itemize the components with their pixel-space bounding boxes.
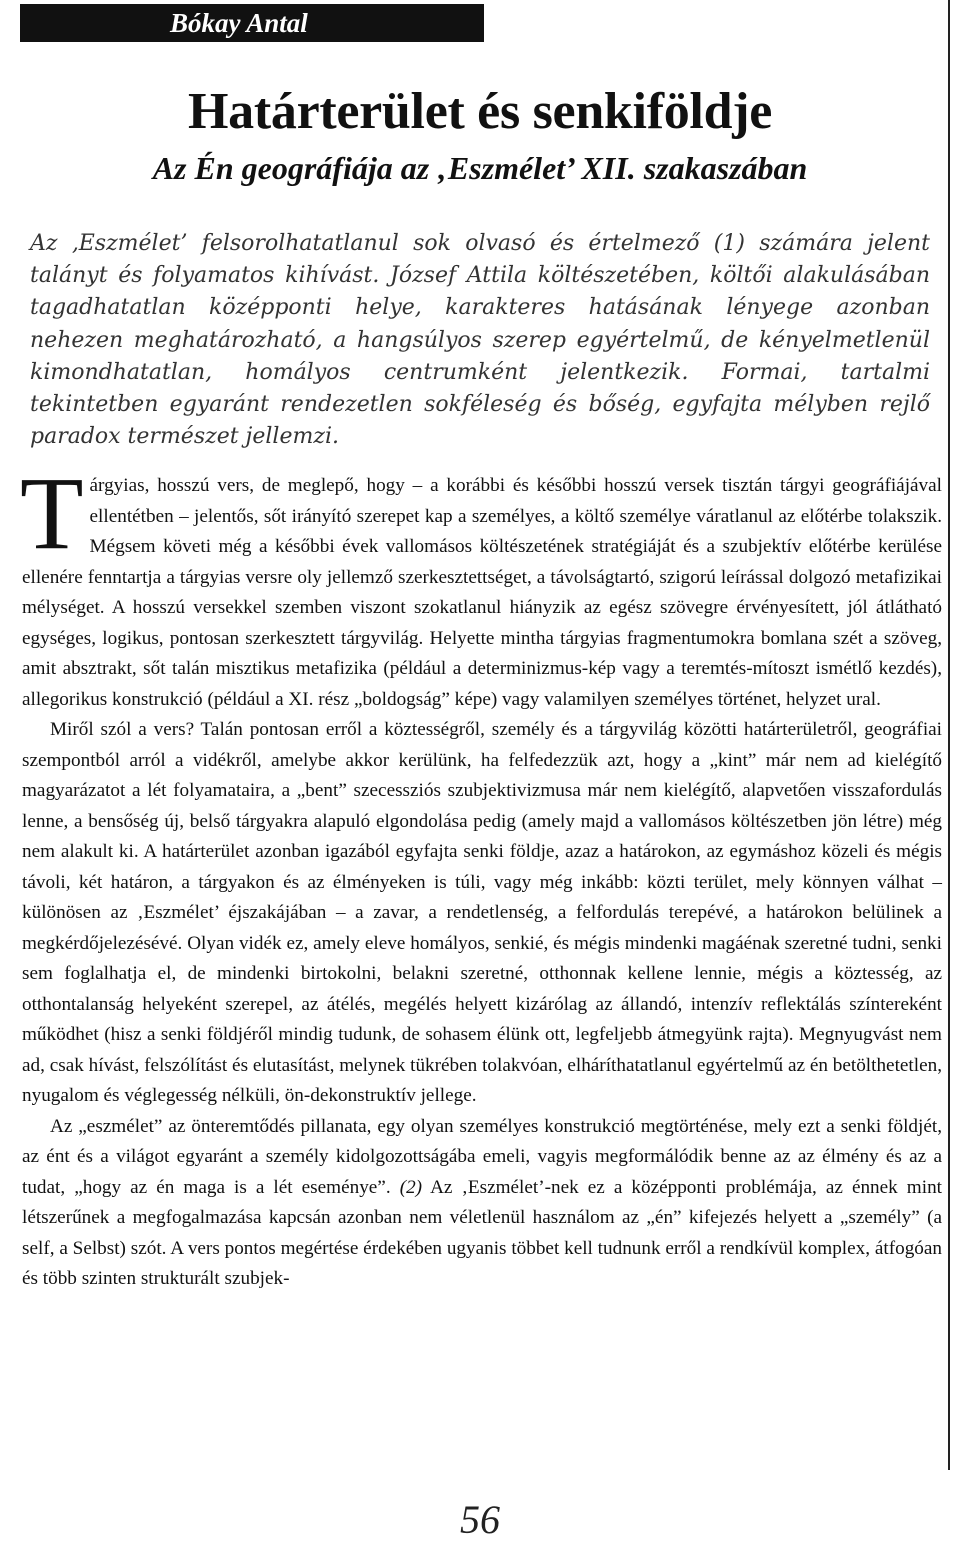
paragraph-3-text-a: Az „eszmélet” az önteremtődés pillanata, egy olyan személyes konstrukció megtörténése, mely ezt a senki földjét, az ént és a világot egyaránt a személy kidolgozottságába emeli, vagyis megformálódik benne az az élmény és az a tudat, „hogy az én maga is a lét eseménye”.	[22, 1115, 942, 1198]
article-title: Határterület és senkiföldje	[188, 83, 772, 140]
paragraph-3-text-b: Az ‚Eszmélet’-nek ez a középponti problémája, az énnek mint létszerűnek a megfogalmazása kapcsán azonban nem véletlenül használom az „én” kifejezés helyett a „személy” (a self, a Selbst) szót. A vers pontos megértése érdekében ugyanis többet kell tudnunk erről a rendkívül komplex, átfogóan és több szinten strukturált szubjek-	[22, 1176, 942, 1289]
footnote-reference[interactable]: (2)	[399, 1176, 423, 1198]
body-paragraph-1	[20, 456, 942, 715]
body-paragraph-3	[22, 1112, 942, 1295]
article-abstract: Az ‚Eszmélet’ felsorolhatatlanul sok olvasó és értelmező (1) számára jelent talányt és folyamatos kihívást. József Attila költészetében, költői alakulásában tagadhatatlan középponti helye, karakteres hatásának lényege azonban nehezen meghatározható, a hangsúlyos szerep egyértelmű, de kényelmetlenül kimondhatatlan, homályos centrumként jelentkezik. Formai, tartalmi tekintetben egyaránt rendezetlen sokféleség és bőség, egyfajta mélyben rejlő paradox természet jellemzi.	[30, 231, 930, 450]
drop-cap: T	[20, 456, 84, 571]
body-paragraph-2: Miről szól a vers? Talán pontosan erről a köztességről, személy és a tárgyvilág közötti határterületről, geográfiai szempontból arról a vidékről, amelybe akkor kerülünk, ha felfedezzük azt, hogy a „kint” már nem ad kielégítő magyarázatot a lét folyamataira, a „bent” szecessziós szubjektivizmusa már nem kielégítő, alapvetően visszafordulás lenne, a bensőség új, belső tárgyakra alapuló elgondolása pedig (amely majd a vallomásos költészetben jön létre) még nem alakult ki. A határterület azonban igazából egyfajta senki földje, azaz a határokon, az egymáshoz közeli és mégis távoli, két határon, a tárgyakon és az élményeken is túli, vagy még inkább: közti terület, mely könnyen válhat – különösen az ‚Eszmélet’ éjszakájában – a zavar, a rendetlenség, a felfordulás terepévé, a határokon belülinek a megkérdőjelezésévé. Olyan vidék ez, amely eleve homályos, senkié, és mégis mindenki magáénak szeretné tudni, senki sem foglalhatja el, de mindenki birtokolni, belakni szeretné, otthonnak kellene lennie, mégis a köztesség, az otthontalanság helyeként szerepel, az átélés, megélés helyett kizárólag az állandó, intenzív reflektálás színtereként működhet (hisz a senki földjéről mindig tudunk, de sohasem élünk ott, legfeljebb átmegyünk rajta). Megnyugvást nem ad, csak hívást, felszólítást és elutasítást, melynek tükrében tolakvóan, elháríthatatlanul egyértelmű az én betölthetetlen, nyugalom és véglegesség nélküli, ön-dekonstruktív jellege.	[22, 719, 942, 1106]
page-number: 56	[460, 1497, 500, 1542]
author-header: Bókay Antal	[20, 4, 484, 42]
page-border-line	[948, 0, 950, 1470]
article-subtitle: Az Én geográfiája az ‚Eszmélet’ XII. szakaszában	[152, 150, 808, 186]
article-body	[20, 456, 942, 1295]
paragraph-1-text: árgyias, hosszú vers, de meglepő, hogy – a korábbi és későbbi hosszú versek tisztán tárgyi geográfiájával ellentétben – jelentős, sőt irányító szerepet kap a személyes, a költő személye váratlanul az előtérbe tolakszik. Mégsem követi még a későbbi évek vallomásos költészetének stratégiáját és a szubjektív előtérbe kerülése ellenére fenntartja a tárgyias versre oly jellemző szerkesztettséget, a távolságtartó, szigorú leírással dolgozó metafizikai mélységet. A hosszú versekkel szemben viszont szokatlanul hiányzik az egész szövegre érvényesített, jól átlátható egységes, logikus, pontosan szerkesztett tárgyvilág. Helyette mintha tárgyias fragmentumokra bomlana szét a szöveg, amit absztrakt, sőt talán misztikus metafizika (például a determinizmus-kép vagy a teremtés-mítoszt ismétlő kezdés), allegorikus konstrukció (például a XI. rész „boldogság” képe) vagy valamilyen személyes történet, helyzet ural.	[22, 475, 942, 710]
